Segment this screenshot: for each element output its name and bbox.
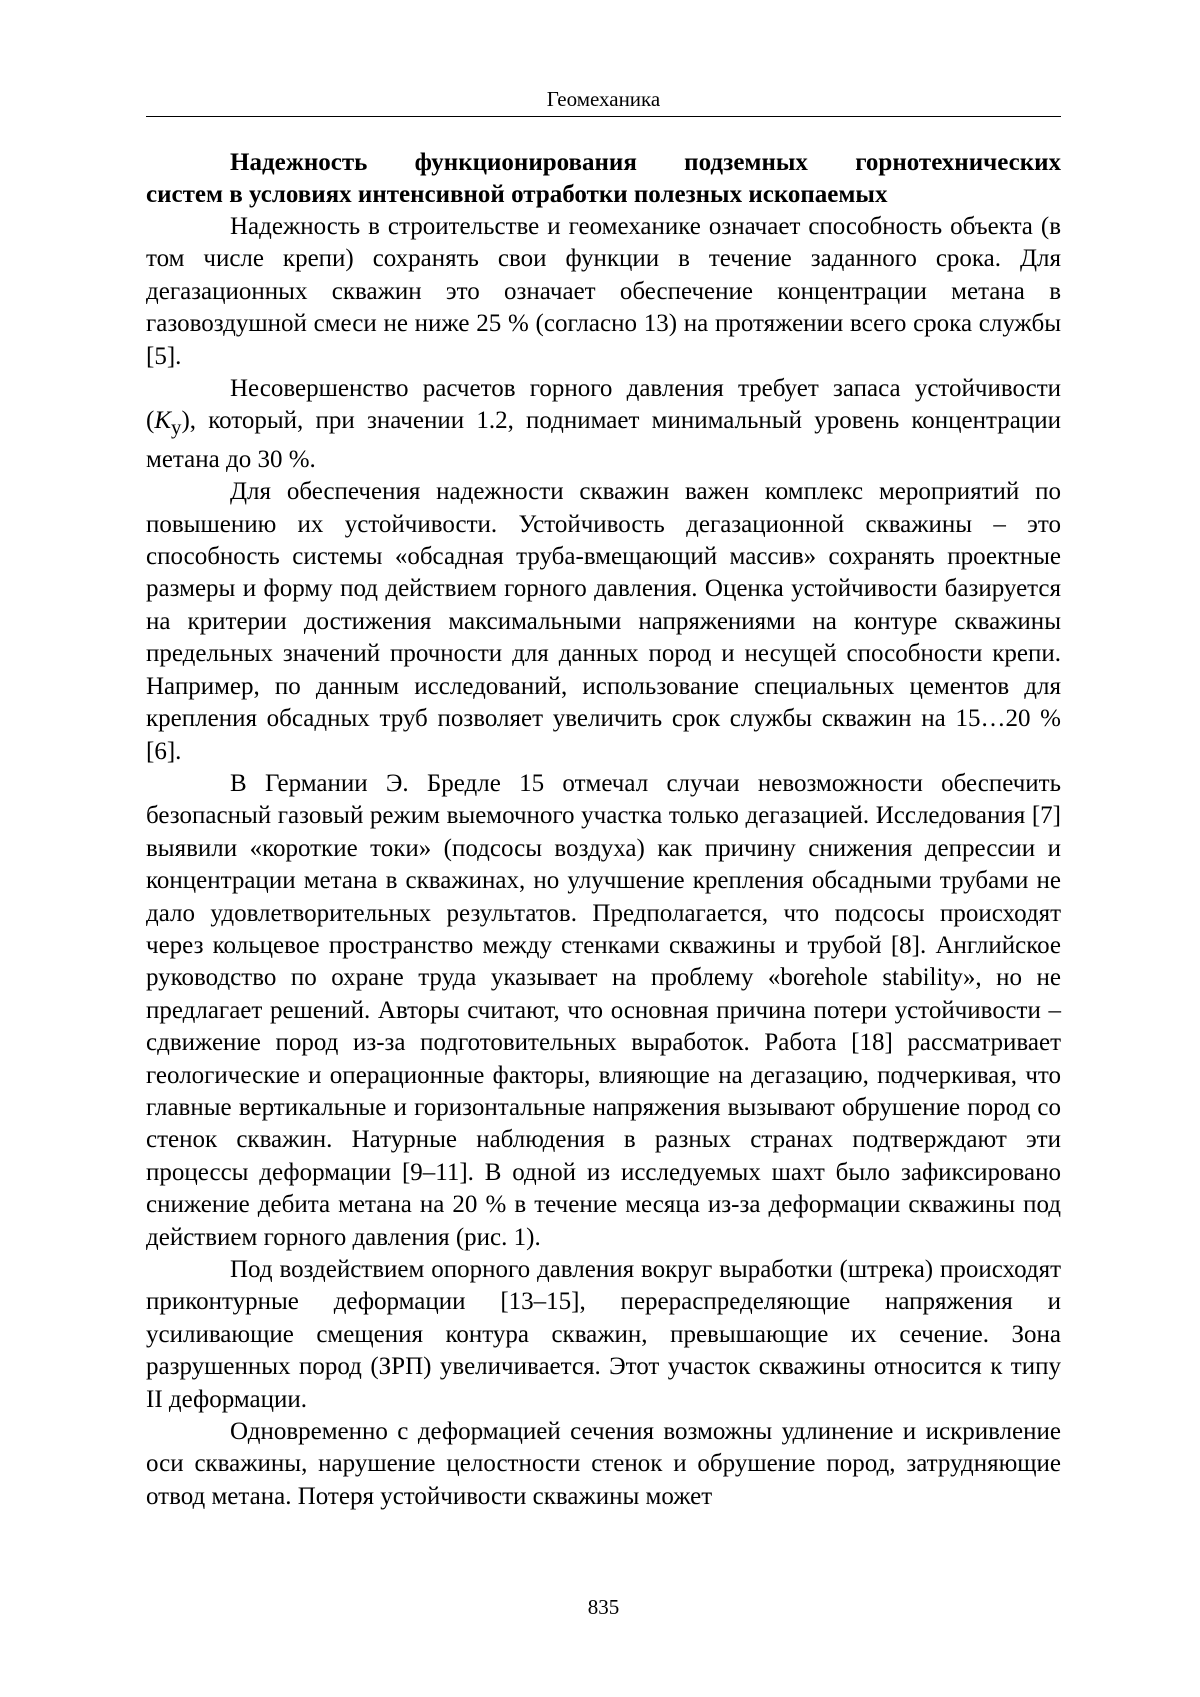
article-body bbox=[146, 211, 1061, 1513]
paragraph-3: Для обеспечения надежности скважин важен комплекс мероприятий по повышению их устойчивости. Устойчивость дегазационной скважины – это способность системы «обсадная труба-вмещающий массив» сохранять проектные размеры и форму под действием горного давления. Оценка устойчивости базируется на критерии достижения максимальными напряжениями на контуре скважины предельных значений прочности для данных пород и несущей способности крепи. Например, по данным исследований, использование специальных цементов для крепления обсадных труб позволяет увеличить срок службы скважин на 15…20 % [6]. bbox=[146, 478, 1061, 765]
paragraph-5: Под воздействием опорного давления вокруг выработки (штрека) происходят приконтурные деформации [13–15], перераспределяющие напряжения и усиливающие смещения контура скважин, превышающие их сечение. Зона разрушенных пород (ЗРП) увеличивается. Этот участок скважины относится к типу II деформации. bbox=[146, 1256, 1061, 1413]
header-rule bbox=[146, 116, 1061, 117]
stability-coefficient-symbol: K bbox=[154, 407, 172, 435]
paragraph-4: В Германии Э. Бредле 15 отмечал случаи невозможности обеспечить безопасный газовый режим выемочного участка только дегазацией. Исследования [7] выявили «короткие токи» (подсосы воздуха) как причину снижения депрессии и концентрации метана в скважинах, но улучшение крепления обсадными трубами не дало удовлетворительных результатов. Предполагается, что подсосы происходят через кольцевое пространство между стенками скважины и трубой [8]. Английское руководство по охране труда указывает на проблему «borehole stability», но не предлагает решений. Авторы считают, что основная причина потери устойчивости – сдвижение пород из-за подготовительных выработок. Работа [18] рассматривает геологические и операционные факторы, влияющие на дегазацию, подчеркивая, что главные вертикальные и горизонтальные напряжения вызывают обрушение пород со стенок скважин. Натурные наблюдения в разных странах подтверждают эти процессы деформации [9–11]. В одной из исследуемых шахт было зафиксировано снижение дебита метана на 20 % в течение месяца из-за деформации скважины под действием горного давления (рис. 1). bbox=[146, 769, 1061, 1251]
paragraph-2-part-2: ), который, при значении 1.2, поднимает минимальный уровень концентрации метана до 30 %. bbox=[146, 407, 1061, 473]
running-header: Геомеханика bbox=[546, 87, 661, 111]
paragraph-6: Одновременно с деформацией сечения возможны удлинение и искривление оси скважины, нарушение целостности стенок и обрушение пород, затрудняющие отвод метана. Потеря устойчивости скважины может bbox=[146, 1418, 1061, 1510]
paragraph-2-part-1: Несовершенство расчетов горного давления требует запаса устойчивости ( bbox=[146, 375, 1061, 435]
article-title bbox=[146, 147, 1061, 211]
article-title-line-2: систем в условиях интенсивной отработки полезных ископаемых bbox=[146, 181, 888, 208]
paragraph-2 bbox=[146, 373, 1061, 476]
paragraph-1: Надежность в строительстве и геомеханике означает способность объекта (в том числе крепи) сохранять свои функции в течение заданного срока. Для дегазационных скважин это означает обеспечение концентрации метана в газовоздушной смеси не ниже 25 % (согласно 13) на протяжении всего срока службы [5]. bbox=[146, 213, 1061, 370]
page-number: 835 bbox=[587, 1595, 620, 1619]
stability-coefficient-subscript: у bbox=[171, 415, 182, 440]
article-title-line-1: Надежность функционирования подземных горнотехнических bbox=[230, 149, 1061, 176]
